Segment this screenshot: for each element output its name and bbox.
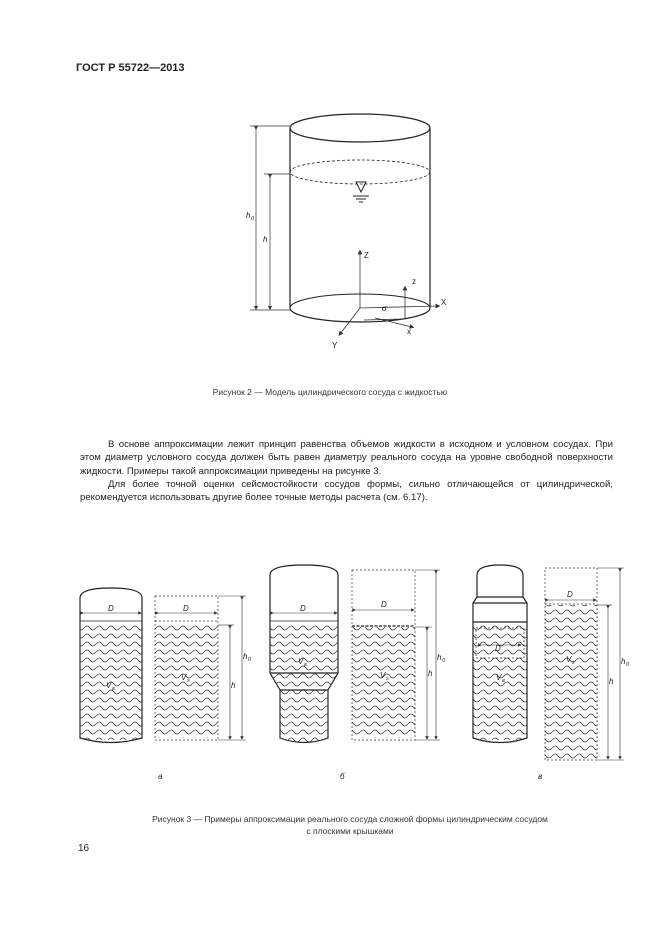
axis-Y-label: Y (332, 341, 338, 350)
panel-c-h0-sub: 0 (626, 662, 630, 668)
panel-b-conditional-vessel (352, 570, 440, 740)
panel-b-h0-sub: 0 (442, 658, 446, 664)
figure2-dimensions (250, 126, 290, 310)
panel-b-V-real: V (298, 657, 304, 666)
panel-c-letter: в (538, 772, 543, 781)
panel-a-h: h (231, 681, 236, 690)
panel-a-conditional-vessel (155, 596, 246, 740)
panel-a-D-cond: D (183, 604, 189, 613)
panel-c-V-real-sub: в (502, 678, 505, 684)
panel-a-h0: h (243, 652, 248, 661)
panel-c-V-real: V (496, 673, 502, 682)
panel-c-h0: h (621, 657, 626, 666)
figure3-caption (100, 813, 600, 837)
document-standard-header: ГОСТ Р 55722—2013 (76, 62, 185, 74)
paragraph-1: В основе аппроксимации лежит принцип равенства объемов жидкости в исходном и условном сосудах. При этом диаметр условного сосуда должен быть равен диаметру реального сосуда на уровне свободной поверхности жидкости. Примеры такой аппроксимации приведены на рисунке 3. (80, 439, 613, 477)
panel-a-D-real: D (108, 604, 114, 613)
panel-b-V-cond: V (380, 671, 386, 680)
label-h0: h (246, 211, 251, 220)
panel-b-D-real: D (300, 604, 306, 613)
panel-a-letter: а (158, 772, 163, 781)
panel-b-letter: б (340, 772, 345, 781)
figure2-caption: Рисунок 2 — Модель цилиндрического сосуда с жидкостью (212, 387, 448, 397)
panel-c-V-cond: V (566, 655, 572, 664)
panel-c-h: h (609, 677, 614, 686)
axis-X-label: X (441, 298, 447, 307)
panel-c-V-cond-sub: s (572, 660, 575, 666)
panel-b-V-cond-sub: s (386, 676, 389, 682)
panel-b-D-cond: D (381, 600, 387, 609)
panel-a-V-cond: V (181, 673, 187, 682)
axis-z-label: z (412, 277, 416, 286)
panel-c-conditional-vessel (545, 568, 624, 760)
panel-a-V-real: V (106, 681, 112, 690)
panel-b-h0: h (437, 653, 442, 662)
figure3-caption-line2: с плоскими крышками (306, 826, 394, 836)
axis-Z-label: Z (364, 251, 369, 260)
figure3-caption-line1: Рисунок 3 — Примеры аппроксимации реального сосуда сложной формы цилиндрическим сосудом (152, 814, 548, 824)
angle-sigma-label: σ (382, 304, 387, 313)
panel-b-real-vessel (270, 565, 338, 743)
panel-c-real-vessel (473, 565, 527, 743)
axis-x-label: x (407, 327, 411, 336)
panel-a-h0-sub: 0 (248, 657, 252, 663)
page-number: 16 (78, 843, 90, 854)
label-h0-sub: 0 (251, 216, 255, 222)
panel-a-V-cond-sub: s (187, 678, 190, 684)
panel-b-h: h (428, 669, 433, 678)
panel-a-V-real-sub: в (112, 686, 115, 692)
panel-c-D-real: D (495, 644, 501, 653)
panel-c-D-cond: D (567, 590, 573, 599)
paragraph-2: Для более точной оценки сейсмостойкости сосудов формы, сильно отличающейся от цилиндрической, рекомендуется использовать другие более точные методы расчета (см. 6.17). (80, 479, 613, 504)
label-h: h (263, 235, 268, 244)
liquid-level-symbol (353, 182, 369, 202)
panel-b-V-real-sub: в (304, 662, 307, 668)
